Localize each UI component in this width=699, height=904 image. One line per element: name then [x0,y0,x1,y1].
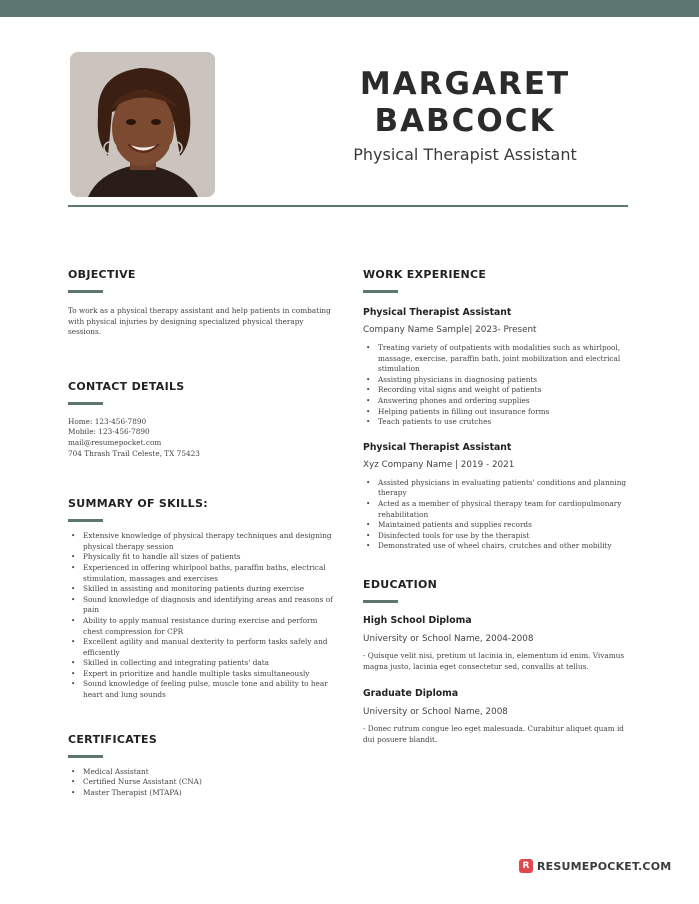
certificates-list [68,767,336,799]
job-duty-item: • Recording vital signs and weight of patients [363,385,633,396]
contact-email: mail@resumepocket.com [68,437,162,447]
job-entry [363,442,633,552]
objective-text: To work as a physical therapy assistant and help patients in combating with physical injuries by designing specialized physical therapy sessions. [68,306,331,337]
resumepocket-logo-icon: R [519,859,533,873]
school-name-dates: University or School Name, 2004-2008 [363,633,534,644]
right-column [363,268,633,745]
contact-details [68,417,336,459]
skill-item: • Ability to apply manual resistance during exercise and perform chest compression for CPR [68,616,336,637]
job-company-dates: Xyz Company Name | 2019 - 2021 [363,459,515,470]
section-accent-bar [363,290,398,293]
skill-item: • Expert in prioritize and handle multiple tasks simultaneously [68,669,336,680]
degree-title: Graduate Diploma [363,688,459,700]
skill-item: • Skilled in assisting and monitoring patients during exercise [68,584,336,595]
job-duty-item: • Demonstrated use of wheel chairs, crutches and other mobility [363,541,633,552]
job-duty-item: • Answering phones and ordering supplies [363,396,633,407]
contact-address: 704 Thrash Trail Celeste, TX 75423 [68,448,200,458]
name-first: MARGARET [359,66,571,102]
job-title: Physical Therapist Assistant [363,307,512,318]
education-description: - Donec rutrum congue leo eget malesuada. Curabitur aliquet quam id dui posuere blandit. [363,724,624,744]
section-accent-bar [68,519,103,522]
job-duties-list [363,343,633,428]
skill-item: • Physically fit to handle all sizes of patients [68,552,336,563]
education-entry [363,688,633,745]
resumepocket-brand[interactable] [519,859,671,873]
job-company-dates: Company Name Sample| 2023- Present [363,325,537,335]
skills-heading: SUMMARY OF SKILLS: [68,497,208,511]
job-duty-item: • Disinfected tools for use by the therapist [363,531,633,542]
skill-item: • Sound knowledge of feeling pulse, muscle tone and ability to hear heart and lung sounds [68,679,336,700]
name-last: BABCOCK [374,103,556,139]
left-column [68,268,336,798]
contact-heading: CONTACT DETAILS [68,379,185,393]
candidate-title: Physical Therapist Assistant [353,145,577,164]
certificate-item: • Certified Nurse Assistant (CNA) [68,777,336,788]
skill-item: • Extensive knowledge of physical therapy techniques and designing physical therapy session [68,531,336,552]
job-duty-item: • Acted as a member of physical therapy team for cardiopulmonary rehabilitation [363,499,633,520]
job-duty-item: • Helping patients in filling out insurance forms [363,407,633,418]
skills-list [68,531,336,701]
certificate-item: • Medical Assistant [68,767,336,778]
section-accent-bar [68,290,103,293]
contact-home: Home: 123-456-7890 [68,416,147,426]
objective-section [68,268,336,338]
skills-section [68,497,336,701]
certificates-section [68,733,336,799]
work-section [363,268,633,552]
objective-heading: OBJECTIVE [68,268,136,281]
skill-item: • Experienced in offering whirlpool baths, paraffin baths, electrical stimulation, massages and exercises [68,563,336,584]
section-accent-bar [68,402,103,405]
portrait-image [70,52,215,197]
school-name-dates: University or School Name, 2008 [363,707,508,718]
certificate-item: • Master Therapist (MTAPA) [68,788,336,799]
job-title: Physical Therapist Assistant [363,441,512,453]
education-description: - Quisque velit nisi, pretium ut lacinia in, elementum id enim. Vivamus magna justo, lacinia eget consectetur sed, convallis at tellus. [363,650,625,671]
skill-item: • Sound knowledge of diagnosis and identifying areas and reasons of pain [68,595,336,616]
job-duty-item: • Assisting physicians in diagnosing patients [363,375,633,386]
top-accent-bar [0,0,699,17]
work-heading: WORK EXPERIENCE [363,268,487,281]
job-duty-item: • Treating variety of outpatients with modalities such as whirlpool, massage, exercise, paraffin bath, joint mobilization and electrical stimulation [363,343,633,375]
contact-mobile: Mobile: 123-456-7890 [68,427,150,437]
job-duties-list [363,478,633,552]
candidate-name [300,66,630,140]
education-section [363,578,633,745]
brand-text: RESUMEPOCKET.COM [537,859,672,873]
profile-photo [70,52,215,197]
skill-item: • Excellent agility and manual dexterity to perform tasks safely and efficiently [68,637,336,658]
section-accent-bar [363,600,398,603]
job-duty-item: • Teach patients to use crutches [363,417,633,428]
header-divider [68,205,628,207]
degree-title: High School Diploma [363,614,472,626]
contact-section [68,380,336,459]
skill-item: • Skilled in collecting and integrating patients' data [68,658,336,669]
education-heading: EDUCATION [363,577,438,591]
certificates-heading: CERTIFICATES [68,732,158,746]
section-accent-bar [68,755,103,758]
education-entry [363,615,633,672]
job-entry [363,307,633,428]
job-duty-item: • Maintained patients and supplies records [363,520,633,531]
job-duty-item: • Assisted physicians in evaluating patients' conditions and planning therapy [363,478,633,499]
